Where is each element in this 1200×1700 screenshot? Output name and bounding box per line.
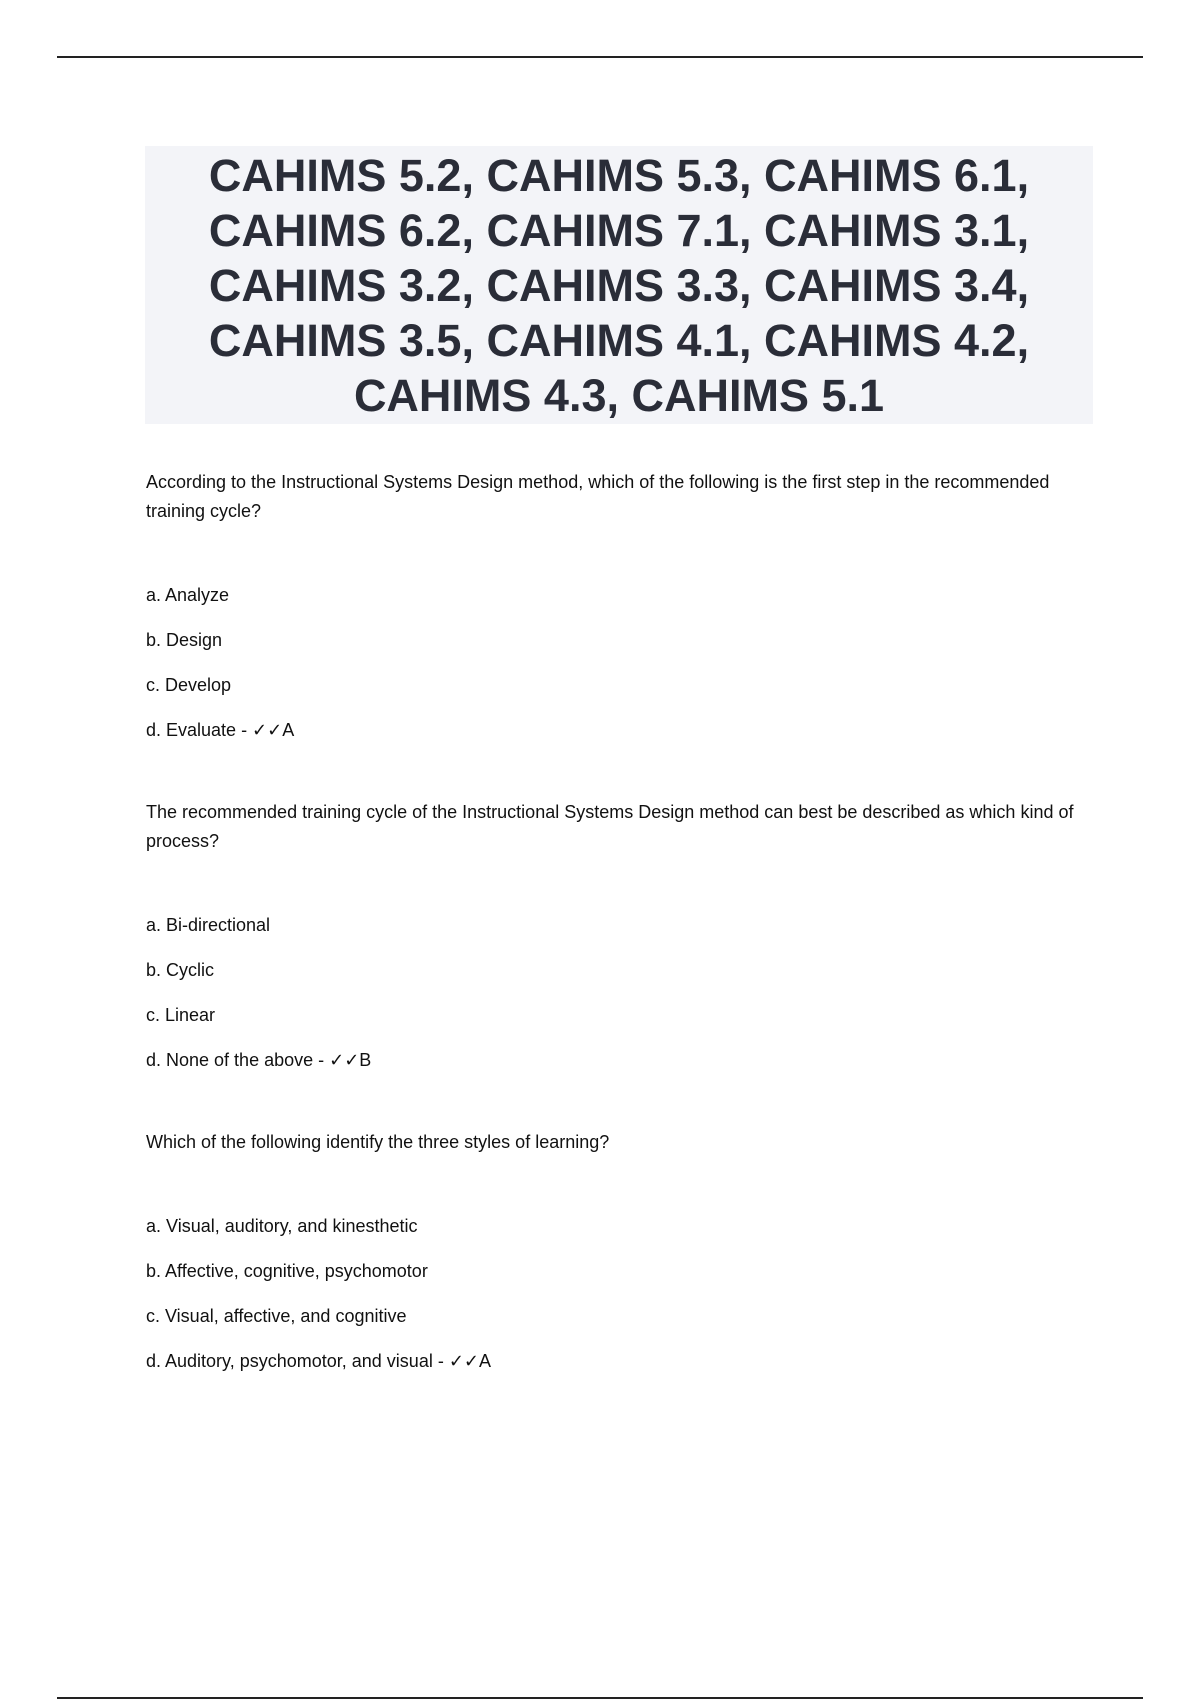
answer-option: c. Develop (146, 675, 232, 695)
question-block-3 (146, 1128, 1086, 1373)
answer-option: a. Visual, auditory, and kinesthetic (146, 1216, 418, 1236)
answer-options (146, 913, 1086, 1072)
answer-option: b. Design (146, 630, 223, 650)
answer-option: b. Cyclic (146, 960, 215, 980)
answer-option: b. Affective, cognitive, psychomotor (146, 1261, 428, 1281)
answer-option: a. Analyze (146, 585, 230, 605)
answer-option-with-key: d. Auditory, psychomotor, and visual - ✓✓A (146, 1351, 491, 1371)
top-divider (57, 56, 1143, 58)
answer-option: c. Visual, affective, and cognitive (146, 1306, 407, 1326)
question-block-2 (146, 798, 1086, 1072)
question-block-1 (146, 468, 1086, 742)
answer-options (146, 1214, 1086, 1373)
document-title: CAHIMS 5.2, CAHIMS 5.3, CAHIMS 6.1, CAHIMS 6.2, CAHIMS 7.1, CAHIMS 3.1, CAHIMS 3.2, CAHIMS 3.3, CAHIMS 3.4, CAHIMS 3.5, CAHIMS 4.1, CAHIMS 4.2, CAHIMS 4.3, CAHIMS 5.1 (208, 149, 1030, 421)
question-text: According to the Instructional Systems Design method, which of the following is the first step in the recommended training cycle? (146, 472, 1050, 521)
answer-option: a. Bi-directional (146, 915, 271, 935)
answer-option-with-key: d. Evaluate - ✓✓A (146, 720, 295, 740)
answer-options (146, 583, 1086, 742)
answer-option-with-key: d. None of the above - ✓✓B (146, 1050, 372, 1070)
bottom-divider (57, 1697, 1143, 1699)
document-title-banner (145, 146, 1093, 424)
question-list (146, 468, 1086, 1429)
question-text: Which of the following identify the three styles of learning? (146, 1132, 610, 1152)
answer-option: c. Linear (146, 1005, 216, 1025)
question-text: The recommended training cycle of the Instructional Systems Design method can best be described as which kind of process? (146, 802, 1074, 851)
